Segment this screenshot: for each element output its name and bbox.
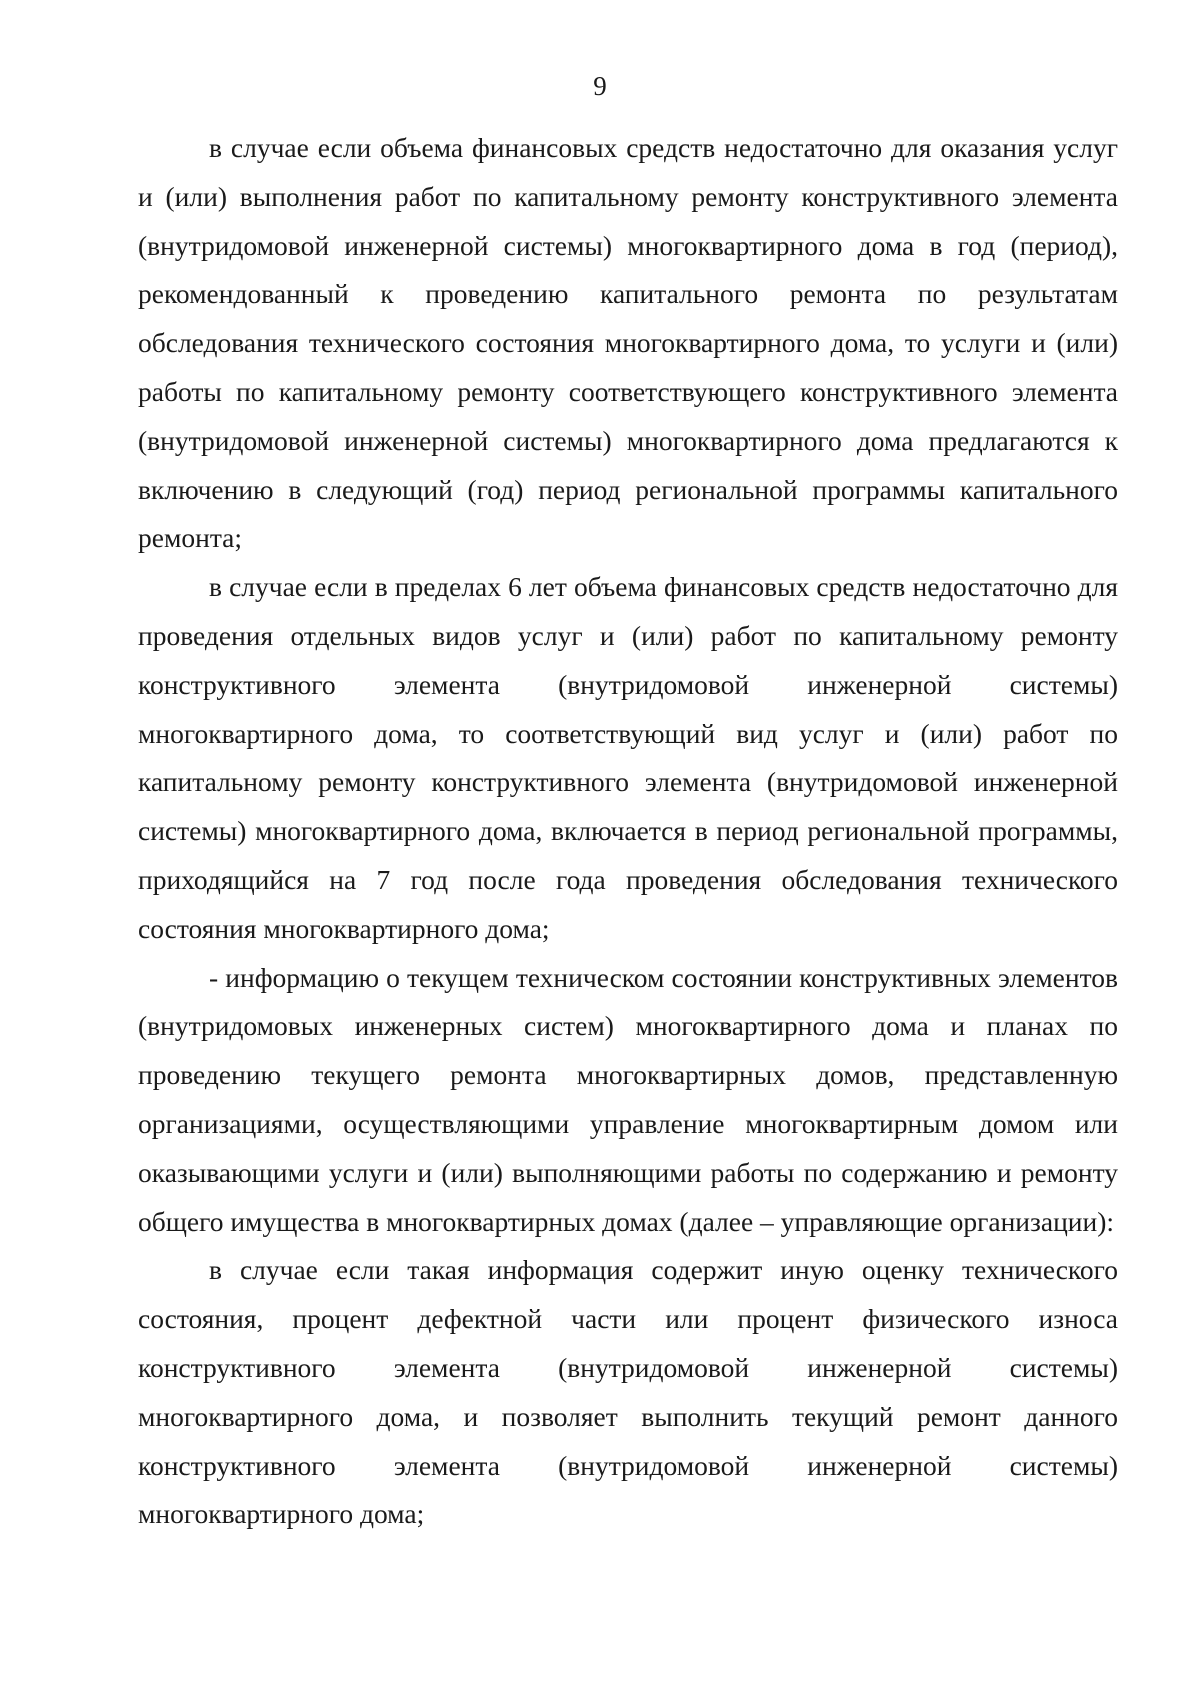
paragraph-insufficient-funds-period: в случае если объема финансовых средств недостаточно для оказания услуг и (или) выполнения работ по капитальному ремонту конструктивного элемента (внутридомовой инженерной системы) многоквартирного дома в год (период), рекомендованный к проведению капитального ремонта по результатам обследования технического состояния многоквартирного дома, то услуги и (или) работы по капитальному ремонту соответствующего конструктивного элемента (внутридомовой инженерной системы) многоквартирного дома предлагаются к включению в следующий (год) период региональной программы капитального ремонта;	[138, 132, 1118, 554]
paragraph-insufficient-funds-six-years: в случае если в пределах 6 лет объема финансовых средств недостаточно для проведения отдельных видов услуг и (или) работ по капитальному ремонту конструктивного элемента (внутридомовой инженерной системы) многоквартирного дома, то соответствующий вид услуг и (или) работ по капитальному ремонту конструктивного элемента (внутридомовой инженерной системы) многоквартирного дома, включается в период региональной программы, приходящийся на 7 год после года проведения обследования технического состояния многоквартирного дома;	[138, 571, 1118, 944]
page-number: 9	[593, 71, 607, 101]
paragraph-current-condition-info: - информацию о текущем техническом состоянии конструктивных элементов (внутридомовых инженерных систем) многоквартирного дома и планах по проведению текущего ремонта многоквартирных домов, представленную организациями, осуществляющими управление многоквартирным домом или оказывающими услуги и (или) выполняющими работы по содержанию и ремонту общего имущества в многоквартирных домах (далее – управляющие организации):	[138, 961, 1118, 1237]
document-body	[138, 124, 1118, 1539]
paragraph-alternative-assessment: в случае если такая информация содержит иную оценку технического состояния, процент дефектной части или процент физического износа конструктивного элемента (внутридомовой инженерной системы) многоквартирного дома, и позволяет выполнить текущий ремонт данного конструктивного элемента (внутридомовой инженерной системы) многоквартирного дома;	[138, 1254, 1118, 1530]
